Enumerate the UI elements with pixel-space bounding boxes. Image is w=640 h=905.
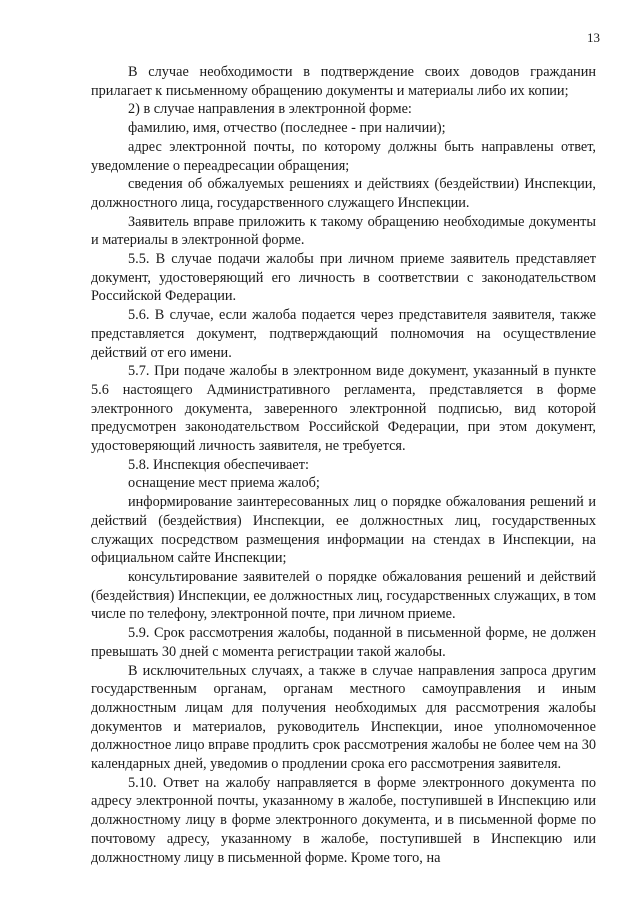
paragraph: консультирование заявителей о порядке обжалования решений и действий (бездействия) Инспекции, ее должностных лиц, государственных служащих, в том числе по телефону, электронной почте, при личном приеме. <box>91 568 596 623</box>
paragraph: 5.9. Срок рассмотрения жалобы, поданной в письменной форме, не должен превышать 30 дней с момента регистрации такой жалобы. <box>91 625 596 660</box>
paragraph: В случае необходимости в подтверждение своих доводов гражданин прилагает к письменному обращению документы и материалы либо их копии; <box>91 64 596 99</box>
paragraph: Заявитель вправе приложить к такому обращению необходимые документы и материалы в электронной форме. <box>91 213 596 249</box>
paragraph: фамилию, имя, отчество (последнее - при наличии); <box>128 120 446 137</box>
paragraph: 5.6. В случае, если жалоба подается через представителя заявителя, также представляется документ, подтверждающий полномочия на осуществление действий от его имени. <box>91 307 596 361</box>
paragraph: оснащение мест приема жалоб; <box>128 475 320 492</box>
paragraph: информирование заинтересованных лиц о порядке обжалования решений и действий (бездействия) Инспекции, ее должностных лиц, государственных служащих посредством размещения информации на стендах в Инспекции, на официальном сайте Инспекции; <box>91 494 596 567</box>
paragraph: адрес электронной почты, по которому должны быть направлены ответ, уведомление о переадресации обращения; <box>91 138 596 174</box>
page-number: 13 <box>587 30 600 45</box>
document-body <box>91 63 596 867</box>
paragraph: 5.10. Ответ на жалобу направляется в форме электронного документа по адресу электронной почты, указанному в жалобе, поступившей в Инспекцию или должностному лицу в форме электронного документа, и в письменной форме по почтовому адресу, указанному в жалобе, поступившей в Инспекцию или должностному лицу в письменной форме. Кроме того, на <box>91 774 596 866</box>
paragraph: 2) в случае направления в электронной форме: <box>128 101 412 118</box>
paragraph: В исключительных случаях, а также в случае направления запроса другим государственным органам, органам местного самоуправления и иным должностным лицам для получения необходимых для рассмотрения жалобы документов и материалов, руководитель Инспекции, иное уполномоченное должностное лицо вправе продлить срок рассмотрения жалобы не более чем на 30 календарных дней, уведомив о продлении срока его рассмотрения заявителя. <box>91 662 596 773</box>
paragraph: 5.8. Инспекция обеспечивает: <box>128 456 309 473</box>
paragraph: сведения об обжалуемых решениях и действиях (бездействии) Инспекции, должностного лица, государственного служащего Инспекции. <box>91 176 596 211</box>
paragraph: 5.5. В случае подачи жалобы при личном приеме заявитель представляет документ, удостоверяющий его личность в соответствии с законодательством Российской Федерации. <box>91 251 596 305</box>
paragraph: 5.7. При подаче жалобы в электронном виде документ, указанный в пункте 5.6 настоящего Административного регламента, представляется в форме электронного документа, заверенного электронной подписью, вид которой предусмотрен законодательством Российской Федерации, при этом документ, удостоверяющий личность заявителя, не требуется. <box>91 363 596 455</box>
